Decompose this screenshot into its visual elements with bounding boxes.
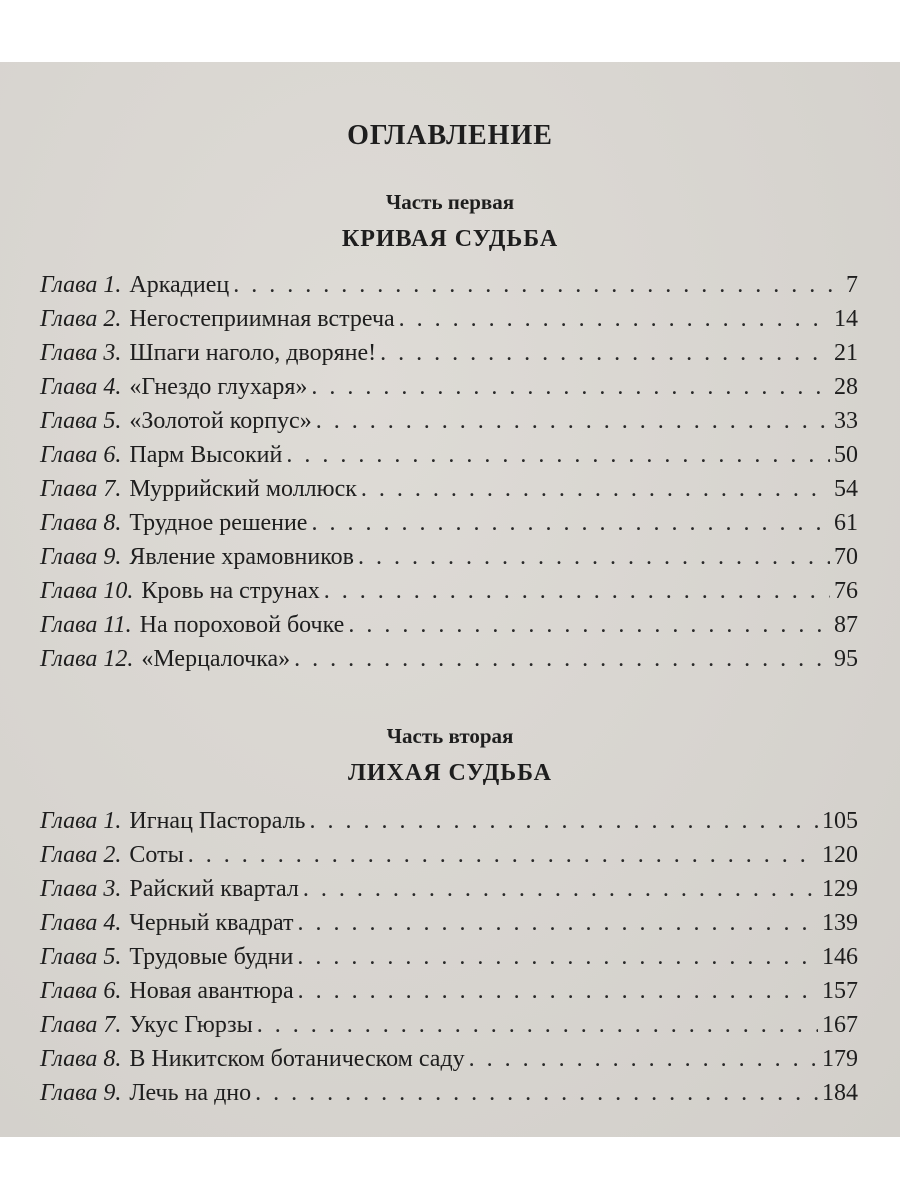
chapter-title: Аркадиец xyxy=(129,272,230,298)
dot-leader xyxy=(297,944,818,971)
chapter-number: Глава 4. xyxy=(40,910,122,936)
chapter-number: Глава 7. xyxy=(40,476,122,502)
chapter-title: Укус Гюрзы xyxy=(129,1012,253,1038)
page-number: 184 xyxy=(822,1080,858,1106)
page-number: 95 xyxy=(834,646,858,672)
chapter-number: Глава 9. xyxy=(40,1080,122,1106)
chapter-number: Глава 11. xyxy=(40,612,132,638)
chapter-entry[interactable] xyxy=(40,272,858,306)
dot-leader xyxy=(311,374,830,401)
chapter-title: Парм Высокий xyxy=(129,442,283,468)
chapter-title: Трудное решение xyxy=(129,510,308,536)
chapter-entry[interactable] xyxy=(40,646,858,680)
chapter-title: «Мерцалочка» xyxy=(141,646,291,672)
chapter-entry[interactable] xyxy=(40,442,858,476)
chapter-entry[interactable] xyxy=(40,578,858,612)
page-number: 179 xyxy=(822,1046,858,1072)
chapter-number: Глава 3. xyxy=(40,340,122,366)
part-title: КРИВАЯ СУДЬБА xyxy=(341,226,559,252)
chapter-number: Глава 9. xyxy=(40,544,122,570)
chapter-entry[interactable] xyxy=(40,306,858,340)
part-label: Часть вторая xyxy=(386,724,514,748)
chapter-title: Негостеприимная встреча xyxy=(129,306,395,332)
chapter-number: Глава 1. xyxy=(40,272,122,298)
page-number: 70 xyxy=(834,544,858,570)
chapter-entry[interactable] xyxy=(40,1080,858,1114)
dot-leader xyxy=(233,272,842,299)
chapter-list-part-2 xyxy=(40,808,858,1114)
chapter-entry[interactable] xyxy=(40,808,858,842)
chapter-number: Глава 6. xyxy=(40,442,122,468)
chapter-entry[interactable] xyxy=(40,408,858,442)
page-number: 21 xyxy=(834,340,858,366)
chapter-entry[interactable] xyxy=(40,944,858,978)
chapter-number: Глава 10. xyxy=(40,578,134,604)
chapter-entry[interactable] xyxy=(40,910,858,944)
dot-leader xyxy=(188,842,818,869)
dot-leader xyxy=(358,544,830,571)
dot-leader xyxy=(316,408,830,435)
book-page xyxy=(0,62,900,1137)
chapter-title: «Золотой корпус» xyxy=(129,408,312,434)
page-number: 61 xyxy=(834,510,858,536)
page-number: 146 xyxy=(822,944,858,970)
page-number: 105 xyxy=(822,808,858,834)
chapter-title: В Никитском ботаническом саду xyxy=(129,1046,465,1072)
page-number: 76 xyxy=(834,578,858,604)
chapter-title: На пороховой бочке xyxy=(139,612,345,638)
chapter-entry[interactable] xyxy=(40,978,858,1012)
chapter-title: Райский квартал xyxy=(129,876,299,902)
chapter-title: Явление храмовников xyxy=(129,544,355,570)
dot-leader xyxy=(257,1012,818,1039)
dot-leader xyxy=(303,876,818,903)
dot-leader xyxy=(298,910,818,937)
chapter-title: Черный квадрат xyxy=(129,910,294,936)
page-number: 120 xyxy=(822,842,858,868)
page-number: 7 xyxy=(846,272,858,298)
chapter-entry[interactable] xyxy=(40,1046,858,1080)
dot-leader xyxy=(294,646,830,673)
dot-leader xyxy=(311,510,830,537)
chapter-entry[interactable] xyxy=(40,842,858,876)
chapter-number: Глава 12. xyxy=(40,646,134,672)
page-number: 139 xyxy=(822,910,858,936)
chapter-number: Глава 7. xyxy=(40,1012,122,1038)
page-number: 129 xyxy=(822,876,858,902)
chapter-entry[interactable] xyxy=(40,1012,858,1046)
chapter-entry[interactable] xyxy=(40,876,858,910)
chapter-title: Муррийский моллюск xyxy=(129,476,357,502)
chapter-title: «Гнездо глухаря» xyxy=(129,374,308,400)
chapter-title: Шпаги наголо, дворяне! xyxy=(129,340,377,366)
chapter-title: Игнац Пастораль xyxy=(129,808,306,834)
chapter-number: Глава 2. xyxy=(40,842,122,868)
chapter-title: Соты xyxy=(129,842,184,868)
chapter-entry[interactable] xyxy=(40,544,858,578)
dot-leader xyxy=(286,442,830,469)
chapter-entry[interactable] xyxy=(40,374,858,408)
dot-leader xyxy=(255,1080,818,1107)
chapter-entry[interactable] xyxy=(40,476,858,510)
chapter-entry[interactable] xyxy=(40,612,858,646)
chapter-title: Кровь на струнах xyxy=(141,578,320,604)
chapter-number: Глава 5. xyxy=(40,408,122,434)
chapter-number: Глава 2. xyxy=(40,306,122,332)
chapter-list-part-1 xyxy=(40,272,858,680)
chapter-entry[interactable] xyxy=(40,340,858,374)
dot-leader xyxy=(348,612,830,639)
chapter-number: Глава 8. xyxy=(40,1046,122,1072)
dot-leader xyxy=(380,340,830,367)
page-number: 33 xyxy=(834,408,858,434)
dot-leader xyxy=(361,476,830,503)
chapter-number: Глава 8. xyxy=(40,510,122,536)
dot-leader xyxy=(310,808,819,835)
page-number: 28 xyxy=(834,374,858,400)
chapter-title: Трудовые будни xyxy=(129,944,294,970)
chapter-number: Глава 5. xyxy=(40,944,122,970)
chapter-title: Новая авантюра xyxy=(129,978,294,1004)
page-number: 167 xyxy=(822,1012,858,1038)
dot-leader xyxy=(324,578,830,605)
page-number: 54 xyxy=(834,476,858,502)
chapter-number: Глава 4. xyxy=(40,374,122,400)
page-number: 50 xyxy=(834,442,858,468)
dot-leader xyxy=(298,978,818,1005)
chapter-number: Глава 1. xyxy=(40,808,122,834)
chapter-number: Глава 6. xyxy=(40,978,122,1004)
page-number: 87 xyxy=(834,612,858,638)
page-title: ОГЛАВЛЕНИЕ xyxy=(347,120,553,151)
part-title: ЛИХАЯ СУДЬБА xyxy=(347,760,552,786)
chapter-entry[interactable] xyxy=(40,510,858,544)
chapter-title: Лечь на дно xyxy=(129,1080,252,1106)
dot-leader xyxy=(469,1046,818,1073)
dot-leader xyxy=(399,306,830,333)
page-number: 14 xyxy=(834,306,858,332)
part-label: Часть первая xyxy=(385,190,515,214)
page-number: 157 xyxy=(822,978,858,1004)
chapter-number: Глава 3. xyxy=(40,876,122,902)
